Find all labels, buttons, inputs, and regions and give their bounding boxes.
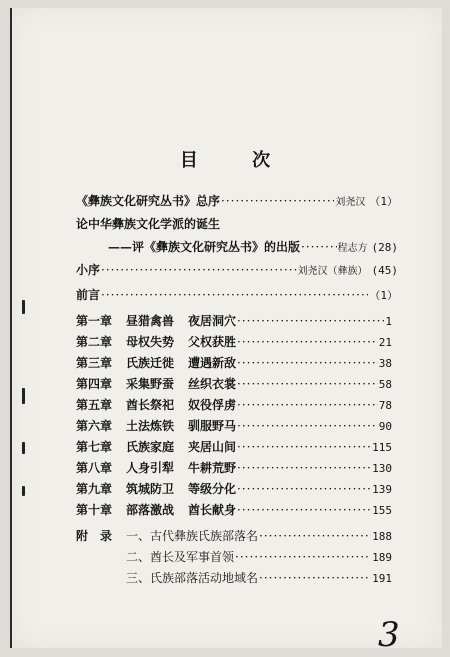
- entry-page: （1）: [369, 195, 398, 208]
- dot-leader: [101, 263, 296, 277]
- chapter-number: 第十章: [76, 503, 113, 517]
- chapter-page: 21: [378, 336, 392, 349]
- entry-page: (28): [371, 241, 398, 254]
- dot-leader: [237, 503, 371, 517]
- chapter-page: 38: [378, 357, 392, 370]
- handwritten-page-mark: 3: [378, 615, 400, 655]
- chapter-number: 第四章: [76, 377, 113, 391]
- toc-entry-foreword: [76, 286, 398, 303]
- entry-label: 《彝族文化研究丛书》总序: [76, 194, 221, 208]
- chapter-title-part1: 采集野蚕: [126, 377, 175, 391]
- dot-leader: [259, 529, 371, 543]
- chapter-page: 130: [372, 462, 392, 475]
- dot-leader: [237, 377, 378, 391]
- chapter-title-part2: 遭遇新敌: [188, 356, 237, 370]
- dot-leader: [221, 194, 334, 208]
- binding-mark: [22, 486, 25, 496]
- chapter-page: 78: [378, 399, 392, 412]
- entry-label: ——评《彝族文化研究丛书》的出版: [108, 240, 301, 254]
- dot-leader: [101, 288, 368, 302]
- chapter-title-part1: 氏族迁徙: [126, 356, 175, 370]
- chapter-number: 第二章: [76, 335, 113, 349]
- appendix-item: 二、酋长及军事首领: [126, 550, 235, 564]
- chapter-title-part2: 夹居山间: [188, 440, 237, 454]
- chapter-title-part1: 土法炼铁: [126, 419, 175, 433]
- chapter-row: [76, 312, 392, 329]
- entry-page: (45): [371, 264, 398, 277]
- dot-leader: [259, 571, 371, 585]
- dot-leader: [237, 461, 371, 475]
- dot-leader: [237, 440, 371, 454]
- chapter-number: 第九章: [76, 482, 113, 496]
- entry-author: 刘尧汉: [335, 197, 366, 208]
- appendix-label: 附 录: [76, 529, 113, 543]
- chapter-title-part2: 等级分化: [188, 482, 237, 496]
- chapter-number: 第八章: [76, 461, 113, 475]
- binding-mark: [22, 388, 25, 404]
- chapter-row: [76, 354, 392, 371]
- chapter-row: [76, 396, 392, 413]
- appendix-row: [126, 569, 392, 586]
- chapter-title-part1: 人身引犁: [126, 461, 175, 475]
- dot-leader: [237, 314, 384, 328]
- chapter-title-part2: 酋长献身: [188, 503, 237, 517]
- chapter-title-part1: 氏族家庭: [126, 440, 175, 454]
- dot-leader: [237, 419, 378, 433]
- chapter-title-part2: 牛耕荒野: [188, 461, 237, 475]
- appendix-row: [76, 527, 392, 544]
- chapter-title-part2: 奴役俘虏: [188, 398, 237, 412]
- appendix-page: 188: [372, 530, 392, 543]
- chapter-row: [76, 459, 392, 476]
- chapter-page: 90: [378, 420, 392, 433]
- chapter-row: [76, 375, 392, 392]
- dot-leader: [237, 398, 378, 412]
- entry-label: 前言: [76, 288, 101, 302]
- appendix-page: 191: [372, 572, 392, 585]
- entry-label: 论中华彝族文化学派的诞生: [76, 217, 221, 231]
- chapter-title-part1: 筑城防卫: [126, 482, 175, 496]
- chapter-page: 115: [372, 441, 392, 454]
- chapter-number: 第三章: [76, 356, 113, 370]
- dot-leader: [301, 240, 336, 254]
- chapter-title-part1: 昼猎禽兽: [126, 314, 175, 328]
- appendix-page: 189: [372, 551, 392, 564]
- chapter-title-part2: 驯服野马: [188, 419, 237, 433]
- chapter-page: 139: [372, 483, 392, 496]
- toc-entry-small-preface: [76, 261, 398, 278]
- toc-entry-series-preface: [76, 192, 398, 209]
- chapter-page: 155: [372, 504, 392, 517]
- chapter-row: [76, 438, 392, 455]
- chapter-row: [76, 480, 392, 497]
- chapter-number: 第六章: [76, 419, 113, 433]
- chapter-row: [76, 333, 392, 350]
- chapter-row: [76, 417, 392, 434]
- appendix-item: 一、古代彝族氏族部落名: [126, 529, 259, 543]
- chapter-title-part1: 酋长祭祀: [126, 398, 175, 412]
- page-title: 目 次: [179, 150, 295, 171]
- chapter-row: [76, 501, 392, 518]
- entry-author: 程志方: [337, 243, 368, 254]
- entry-page: （1）: [369, 289, 398, 302]
- dot-leader: [237, 335, 378, 349]
- chapter-number: 第七章: [76, 440, 113, 454]
- toc-entry-review: [108, 238, 398, 255]
- appendix-item: 三、氏族部落活动地域名: [126, 571, 259, 585]
- chapter-number: 第五章: [76, 398, 113, 412]
- appendix-row: [126, 548, 392, 565]
- chapter-title-part2: 父权获胜: [188, 335, 237, 349]
- chapter-title-part1: 母权失势: [126, 335, 175, 349]
- chapter-title-part2: 夜居洞穴: [188, 314, 237, 328]
- entry-author: 刘尧汉（彝族）: [297, 266, 368, 277]
- binding-mark: [22, 300, 25, 314]
- binding-mark: [22, 442, 25, 454]
- toc-heading-school: [76, 215, 398, 232]
- entry-label: 小序: [76, 263, 101, 277]
- dot-leader: [237, 356, 378, 370]
- chapter-page: 1: [385, 315, 392, 328]
- dot-leader: [237, 482, 371, 496]
- chapter-page: 58: [378, 378, 392, 391]
- dot-leader: [235, 550, 371, 564]
- chapter-title-part1: 部落激战: [126, 503, 175, 517]
- chapter-number: 第一章: [76, 314, 113, 328]
- chapter-title-part2: 丝织衣裳: [188, 377, 237, 391]
